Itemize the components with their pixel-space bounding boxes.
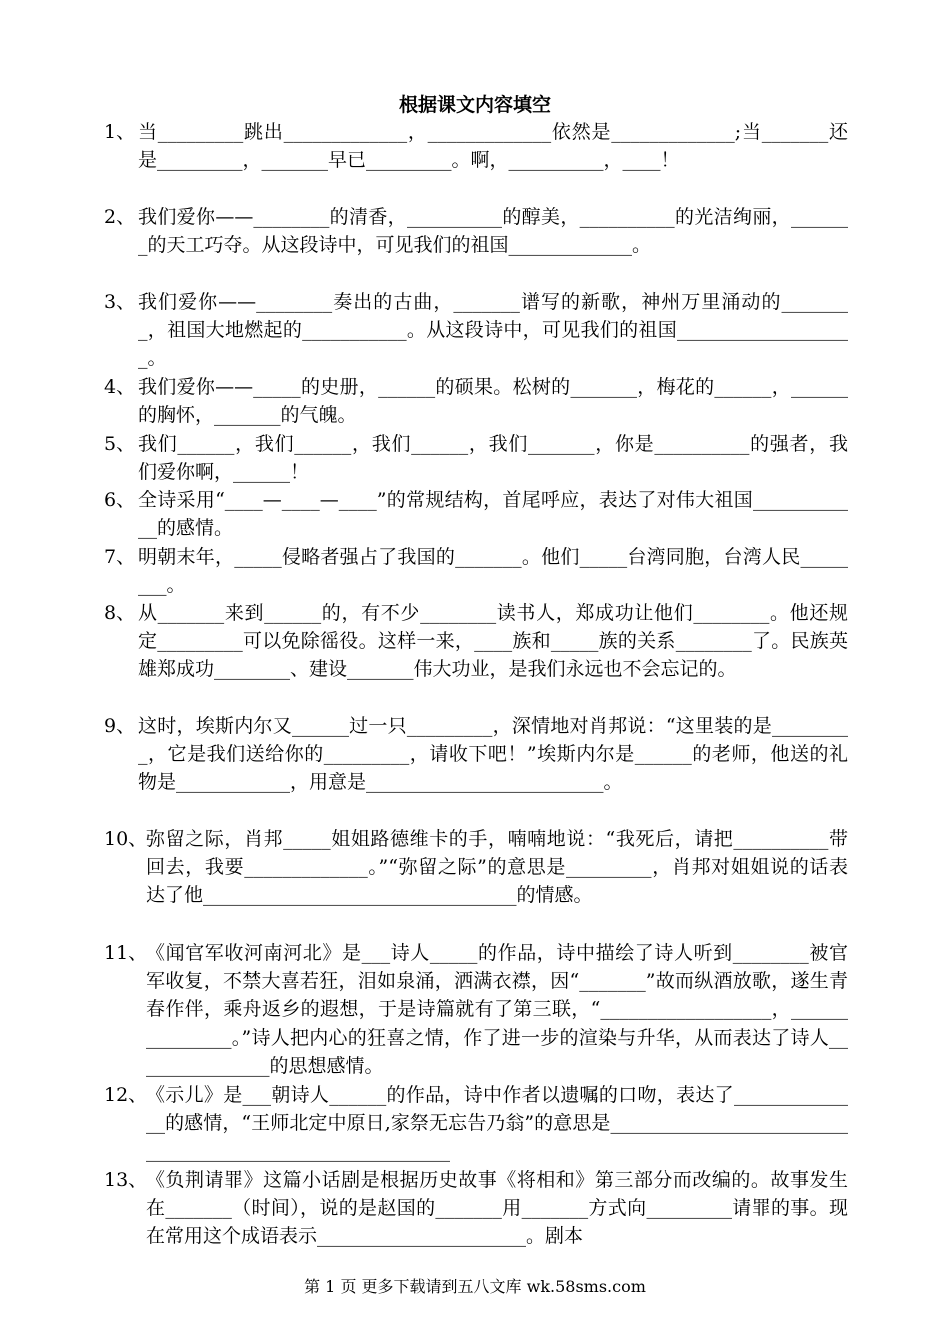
question-text: 《闻官军收河南河北》是___诗人_____的作品，诗中描绘了诗人听到________被官军收复，不禁大喜若狂，泪如泉涌，洒满衣襟，因“_______”故而纵酒放歌，遂生青春作伴，乘舟返乡的遐想，于是诗篇就有了第三联，“__________________，_______________。”诗人把内心的狂喜之情，作了进一步的渲染与升华，从而表达了诗人_______________的思想感情。 <box>146 942 848 1077</box>
question-9 <box>104 712 848 797</box>
question-text: 明朝末年，_____侵略者强占了我国的_______。他们_____台湾同胞，台湾人民________。 <box>138 546 848 597</box>
question-number: 4、 <box>104 376 136 398</box>
question-11 <box>104 939 848 1080</box>
page-footer: 第 1 页 更多下载请到五八文库 wk.58sms.com <box>304 1277 646 1296</box>
question-number: 6、 <box>104 489 136 511</box>
question-text: 《示儿》是___朝诗人______的作品，诗中作者以遗嘱的口吻，表达了______________的感情，“王师北定中原日,家祭无忘告乃翁”的意思是_________________________________________________________ <box>146 1084 848 1163</box>
question-number: 12、 <box>104 1084 148 1106</box>
question-text: 我们______，我们______，我们______，我们_______，你是__________的强者，我们爱你啊，______！ <box>138 433 848 484</box>
question-text: 全诗采用“____—____—____”的常规结构，首尾呼应，表达了对伟大祖国____________的感情。 <box>138 489 848 540</box>
question-number: 13、 <box>104 1169 148 1191</box>
question-3 <box>104 288 848 373</box>
question-text: 弥留之际，肖邦_____姐姐路德维卡的手，喃喃地说：“我死后，请把__________带回去，我要_____________。”“弥留之际”的意思是_________，肖邦对姐姐说的话表达了他_________________________________的情感。 <box>146 828 848 907</box>
question-number: 2、 <box>104 206 136 228</box>
page-title: 根据课文内容填空 <box>398 94 551 116</box>
question-7 <box>104 543 848 599</box>
question-12 <box>104 1081 848 1166</box>
question-4 <box>104 373 848 429</box>
question-10 <box>104 825 848 910</box>
question-number: 1、 <box>104 121 136 143</box>
question-number: 9、 <box>104 715 136 737</box>
question-text: 从_______来到______的，有不少________读书人，郑成功让他们________。他还规定_________可以免除徭役。这样一来，____族和_____族的关系________了。民族英雄郑成功________、建设_______伟大功业，是我们永远也不会忘记的。 <box>138 602 848 681</box>
question-text: 我们爱你——_____的史册，______的硕果。松树的_______，梅花的______，______的胸怀，_______的气魄。 <box>138 376 848 427</box>
question-2 <box>104 203 848 259</box>
question-1 <box>104 118 848 174</box>
question-number: 5、 <box>104 433 136 455</box>
question-text: 我们爱你——________的清香，__________的醇美，__________的光洁绚丽，_______的天工巧夺。从这段诗中，可见我们的祖国_____________。 <box>138 206 848 257</box>
question-number: 3、 <box>104 291 136 313</box>
question-6 <box>104 486 848 542</box>
question-text: 《负荆请罪》这篇小话剧是根据历史故事《将相和》第三部分而改编的。故事发生在_______（时间），说的是赵国的_______用_______方式向_________请罪的事。现在常用这个成语表示______________________。剧本 <box>146 1169 848 1248</box>
question-text: 这时，埃斯内尔又______过一只_________，深情地对肖邦说：“这里装的是_________，它是我们送给你的_________，请收下吧！”埃斯内尔是______的老师，他送的礼物是____________，用意是_________________________。 <box>138 715 848 794</box>
question-number: 11、 <box>104 942 148 964</box>
question-13 <box>104 1166 848 1251</box>
question-number: 10、 <box>104 828 148 850</box>
question-5 <box>104 430 848 486</box>
question-number: 7、 <box>104 546 136 568</box>
question-8 <box>104 599 848 684</box>
question-text: 当_________跳出_____________，_____________依然是_____________;当_______还是_________，_______早已_________。啊，__________，____！ <box>138 121 848 172</box>
question-number: 8、 <box>104 602 136 624</box>
question-text: 我们爱你——________奏出的古曲，_______谱写的新歌，神州万里涌动的________，祖国大地燃起的___________。从这段诗中，可见我们的祖国___________________。 <box>138 291 848 370</box>
